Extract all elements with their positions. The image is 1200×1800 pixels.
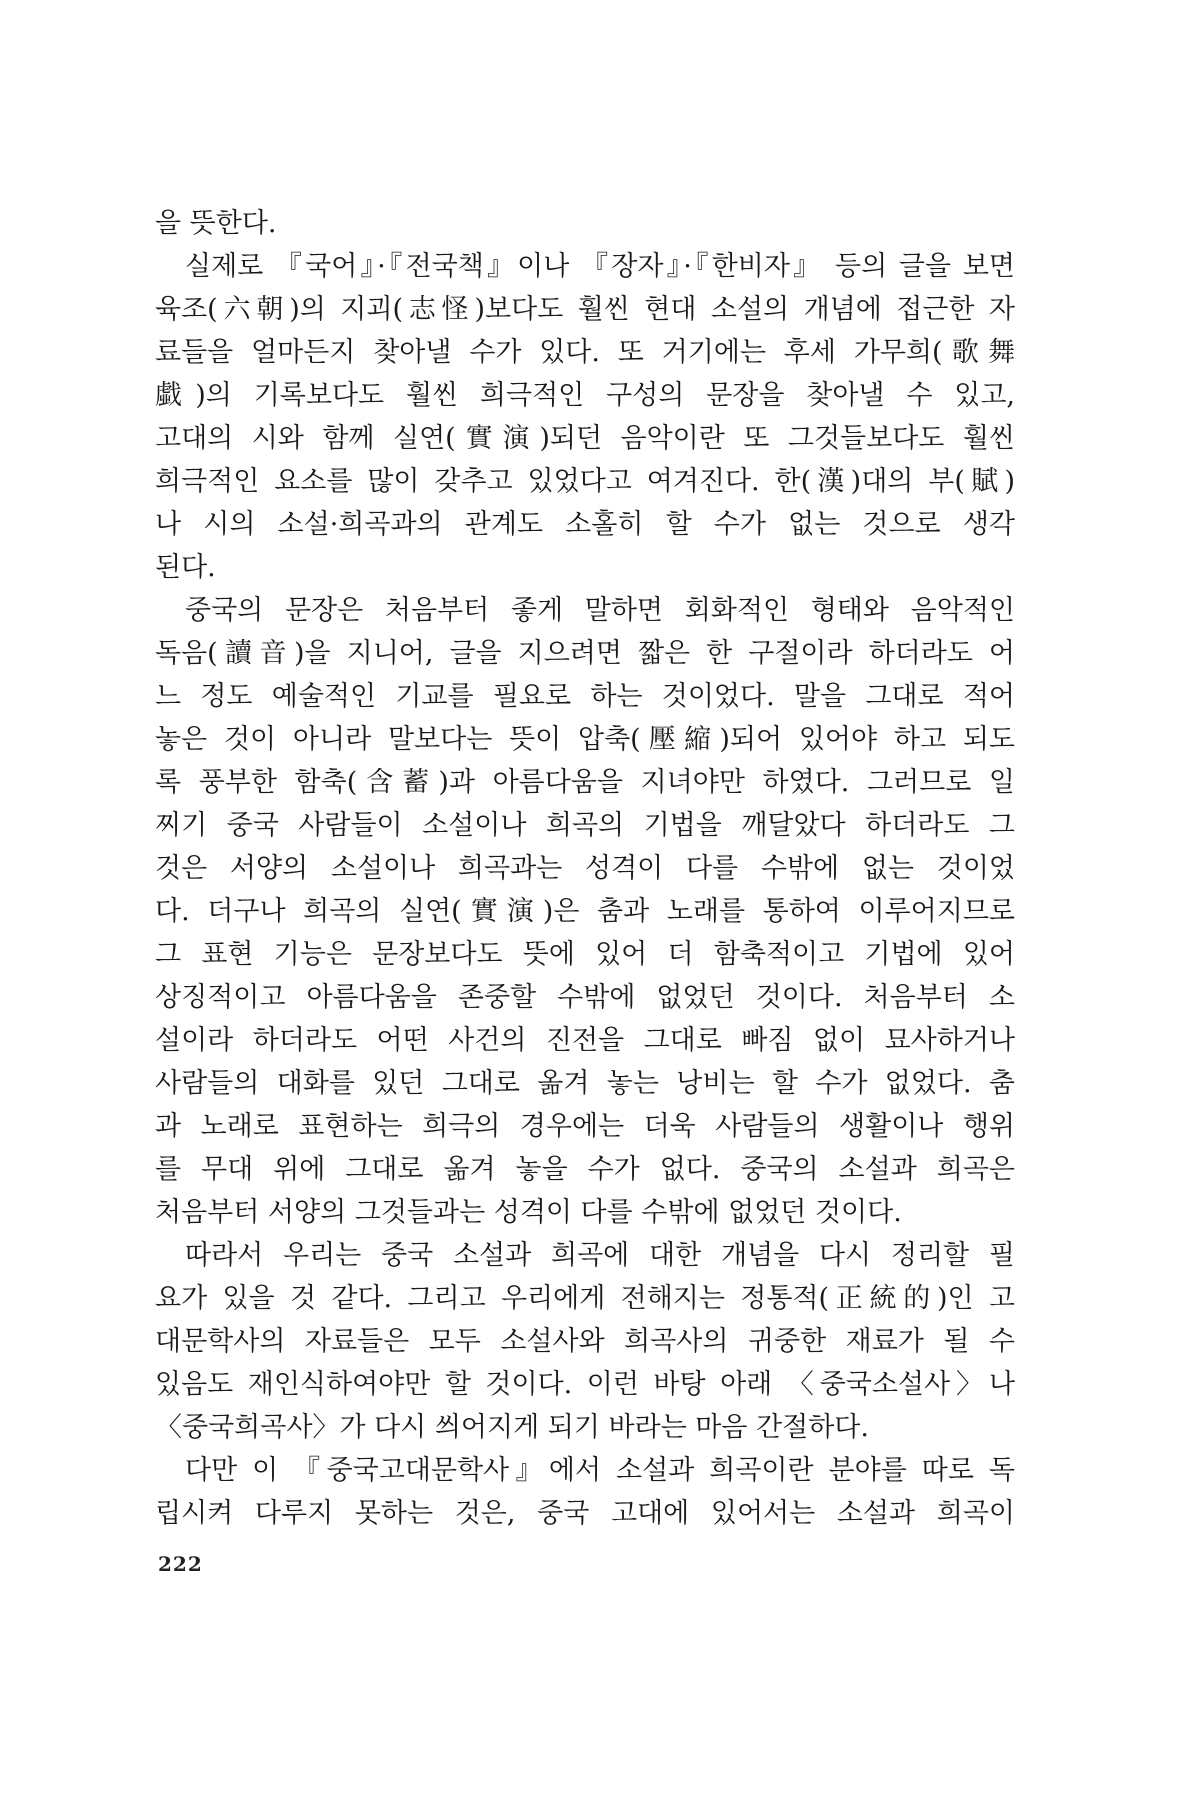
body-text: [155, 202, 1015, 1535]
text-line-6: 고대의 시와 함께 실연(實演)되던 음악이란 또 그것들보다도 훨씬: [155, 423, 1015, 454]
text-line-18: 그 표현 기능은 문장보다도 뜻에 있어 더 함축적이고 기법에 있어: [155, 939, 1015, 970]
page-number: 222: [158, 1552, 203, 1576]
text-line-2: 실제로 『국어』·『전국책』이나 『장자』·『한비자』 등의 글을 보면: [185, 251, 1015, 282]
text-line-3: 육조(六朝)의 지괴(志怪)보다도 훨씬 현대 소설의 개념에 접근한 자: [155, 294, 1015, 325]
text-line-4: 료들을 얼마든지 찾아낼 수가 있다. 또 거기에는 후세 가무희(歌舞: [155, 337, 1015, 368]
text-line-20: 설이라 하더라도 어떤 사건의 진전을 그대로 빠짐 없이 묘사하거나: [155, 1025, 1015, 1056]
text-line-11: 독음(讀音)을 지니어, 글을 지으려면 짧은 한 구절이라 하더라도 어: [155, 638, 1015, 669]
text-line-7: 희극적인 요소를 많이 갖추고 있었다고 여겨진다. 한(漢)대의 부(賦): [155, 466, 1015, 497]
text-line-14: 록 풍부한 함축(含蓄)과 아름다움을 지녀야만 하였다. 그러므로 일: [155, 767, 1015, 798]
text-line-30: 다만 이 『중국고대문학사』에서 소설과 희곡이란 분야를 따로 독: [185, 1455, 1015, 1486]
text-line-31: 립시켜 다루지 못하는 것은, 중국 고대에 있어서는 소설과 희곡이: [155, 1498, 1015, 1529]
text-line-17: 다. 더구나 희곡의 실연(實演)은 춤과 노래를 통하여 이루어지므로: [155, 896, 1015, 927]
text-line-9: 된다.: [155, 552, 216, 583]
text-line-1: 을 뜻한다.: [155, 208, 277, 239]
text-line-29: 〈중국희곡사〉가 다시 씌어지게 되기 바라는 마음 간절하다.: [155, 1412, 869, 1443]
text-line-15: 찌기 중국 사람들이 소설이나 희곡의 기법을 깨달았다 하더라도 그: [155, 810, 1015, 841]
text-line-21: 사람들의 대화를 있던 그대로 옮겨 놓는 낭비는 할 수가 없었다. 춤: [155, 1068, 1015, 1099]
text-line-8: 나 시의 소설·희곡과의 관계도 소홀히 할 수가 없는 것으로 생각: [155, 509, 1015, 540]
text-line-10: 중국의 문장은 처음부터 좋게 말하면 회화적인 형태와 음악적인: [185, 595, 1015, 626]
text-line-25: 따라서 우리는 중국 소설과 희곡에 대한 개념을 다시 정리할 필: [185, 1240, 1015, 1271]
text-line-12: 느 정도 예술적인 기교를 필요로 하는 것이었다. 말을 그대로 적어: [155, 681, 1015, 712]
text-line-27: 대문학사의 자료들은 모두 소설사와 희곡사의 귀중한 재료가 될 수: [155, 1326, 1015, 1357]
text-line-16: 것은 서양의 소설이나 희곡과는 성격이 다를 수밖에 없는 것이었: [155, 853, 1015, 884]
text-line-22: 과 노래로 표현하는 희극의 경우에는 더욱 사람들의 생활이나 행위: [155, 1111, 1015, 1142]
text-line-5: 戱)의 기록보다도 훨씬 희극적인 구성의 문장을 찾아낼 수 있고,: [155, 380, 1015, 411]
text-line-13: 놓은 것이 아니라 말보다는 뜻이 압축(壓縮)되어 있어야 하고 되도: [155, 724, 1015, 755]
text-line-19: 상징적이고 아름다움을 존중할 수밖에 없었던 것이다. 처음부터 소: [155, 982, 1015, 1013]
text-line-23: 를 무대 위에 그대로 옮겨 놓을 수가 없다. 중국의 소설과 희곡은: [155, 1154, 1015, 1185]
text-line-28: 있음도 재인식하여야만 할 것이다. 이런 바탕 아래 〈중국소설사〉나: [155, 1369, 1015, 1400]
text-line-26: 요가 있을 것 같다. 그리고 우리에게 전해지는 정통적(正統的)인 고: [155, 1283, 1015, 1314]
text-line-24: 처음부터 서양의 그것들과는 성격이 다를 수밖에 없었던 것이다.: [155, 1197, 902, 1228]
